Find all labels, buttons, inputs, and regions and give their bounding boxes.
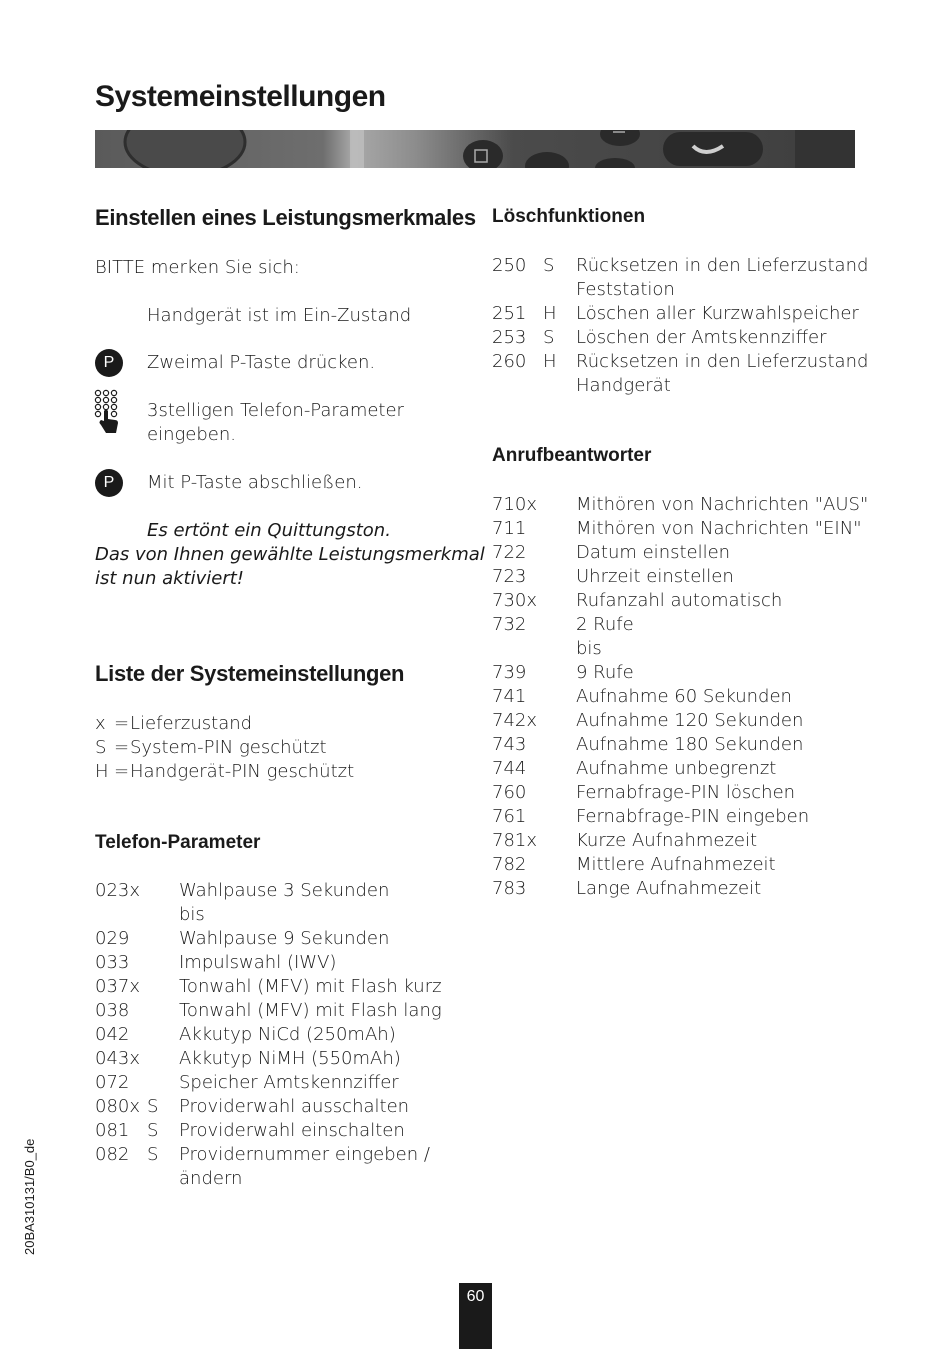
parameter-code: 742x <box>492 710 538 731</box>
table-row <box>95 1119 455 1143</box>
table-row <box>95 1167 455 1191</box>
keypad-icon <box>94 389 118 437</box>
parameter-code: 743 <box>492 734 527 755</box>
step-3-text: 3stelligen Telefon-Parameter <box>147 400 404 421</box>
parameter-code: 730x <box>492 590 538 611</box>
parameter-code: 783 <box>492 878 527 899</box>
table-row <box>492 493 872 517</box>
section-title-einstellen: Einstellen eines Leistungsmerkmales <box>95 205 476 230</box>
parameter-description: Mittlere Aufnahmezeit <box>576 854 776 875</box>
parameter-code: 043x <box>95 1048 141 1069</box>
parameter-code: 739 <box>492 662 527 683</box>
legend-equals: = <box>114 761 130 782</box>
anrufbeantworter-table <box>492 493 872 901</box>
table-row <box>492 733 872 757</box>
legend-equals: = <box>114 737 130 758</box>
parameter-description: 9 Rufe <box>576 662 634 683</box>
p-key-icon: P <box>95 469 123 497</box>
section-title-telefon-parameter: Telefon-Parameter <box>95 832 261 853</box>
table-row <box>95 1143 455 1167</box>
step-1-text: Handgerät ist im Ein-Zustand <box>147 305 412 326</box>
table-row <box>492 757 872 781</box>
parameter-description: Tonwahl (MFV) mit Flash lang <box>179 1000 442 1021</box>
parameter-code: 722 <box>492 542 527 563</box>
parameter-code: 260 <box>492 351 527 372</box>
parameter-description: ändern <box>179 1168 243 1189</box>
section-title-loeschfunktionen: Löschfunktionen <box>492 206 646 227</box>
parameter-code: 744 <box>492 758 527 779</box>
parameter-code: 760 <box>492 782 527 803</box>
parameter-description: Fernabfrage-PIN löschen <box>576 782 796 803</box>
parameter-flag: S <box>147 1144 159 1165</box>
table-row <box>492 254 872 278</box>
legend-list <box>95 712 435 784</box>
parameter-code: 723 <box>492 566 527 587</box>
table-row <box>95 999 455 1023</box>
legend-key: H <box>95 761 109 782</box>
table-row <box>492 829 872 853</box>
table-row <box>492 805 872 829</box>
parameter-description: Kurze Aufnahmezeit <box>576 830 758 851</box>
parameter-code: 038 <box>95 1000 130 1021</box>
table-row <box>95 903 455 927</box>
parameter-code: 080x <box>95 1096 141 1117</box>
parameter-code: 782 <box>492 854 527 875</box>
step-2-text: Zweimal P-Taste drücken. <box>147 352 376 373</box>
parameter-description: Feststation <box>576 279 675 300</box>
p-key-icon: P <box>95 349 123 377</box>
step-4-text: Mit P-Taste abschließen. <box>147 472 363 493</box>
parameter-description: Akkutyp NiMH (550mAh) <box>179 1048 401 1069</box>
legend-row <box>95 712 435 736</box>
parameter-description: Aufnahme 180 Sekunden <box>576 734 804 755</box>
legend-row <box>95 736 435 760</box>
legend-value: Handgerät-PIN geschützt <box>130 761 355 782</box>
parameter-description: Uhrzeit einstellen <box>576 566 734 587</box>
document-code: 20BA310131/B0_de <box>22 1138 37 1255</box>
parameter-description: Mithören von Nachrichten "EIN" <box>576 518 862 539</box>
parameter-code: 033 <box>95 952 130 973</box>
parameter-description: Aufnahme 60 Sekunden <box>576 686 792 707</box>
parameter-description: Rufanzahl automatisch <box>576 590 783 611</box>
table-row <box>95 927 455 951</box>
table-row <box>95 1047 455 1071</box>
phone-keypad-banner-image <box>95 130 855 168</box>
step-3-text-continued: eingeben. <box>147 424 236 445</box>
table-row <box>95 951 455 975</box>
parameter-description: Wahlpause 9 Sekunden <box>179 928 390 949</box>
table-row <box>492 781 872 805</box>
parameter-description: Löschen aller Kurzwahlspeicher <box>576 303 859 324</box>
table-row <box>95 879 455 903</box>
legend-key: x <box>95 713 106 734</box>
telefon-parameter-table <box>95 879 455 1191</box>
parameter-code: 761 <box>492 806 527 827</box>
parameter-description: Aufnahme unbegrenzt <box>576 758 777 779</box>
parameter-flag: S <box>147 1120 159 1141</box>
parameter-description: Wahlpause 3 Sekunden <box>179 880 390 901</box>
table-row <box>95 975 455 999</box>
parameter-code: 029 <box>95 928 130 949</box>
parameter-description: bis <box>179 904 205 925</box>
parameter-code: 082 <box>95 1144 130 1165</box>
parameter-description: Aufnahme 120 Sekunden <box>576 710 804 731</box>
table-row <box>95 1095 455 1119</box>
parameter-description: Providerwahl ausschalten <box>179 1096 410 1117</box>
table-row <box>492 350 872 374</box>
section-title-anrufbeantworter: Anrufbeantworter <box>492 445 652 466</box>
parameter-description: Rücksetzen in den Lieferzustand <box>576 255 869 276</box>
table-row <box>492 709 872 733</box>
legend-row <box>95 760 435 784</box>
parameter-flag: S <box>543 255 555 276</box>
note-line-3: ist nun aktiviert! <box>95 568 245 589</box>
parameter-description: Datum einstellen <box>576 542 731 563</box>
parameter-code: 253 <box>492 327 527 348</box>
parameter-description: Speicher Amtskennziffer <box>179 1072 399 1093</box>
parameter-description: Providerwahl einschalten <box>179 1120 405 1141</box>
table-row <box>492 853 872 877</box>
table-row <box>492 541 872 565</box>
parameter-code: 081 <box>95 1120 130 1141</box>
table-row <box>492 565 872 589</box>
parameter-description: Löschen der Amtskennziffer <box>576 327 827 348</box>
parameter-code: 072 <box>95 1072 130 1093</box>
page-number: 60 <box>459 1283 492 1349</box>
parameter-code: 250 <box>492 255 527 276</box>
table-row <box>492 637 872 661</box>
table-row <box>492 589 872 613</box>
legend-equals: = <box>114 713 130 734</box>
parameter-description: Fernabfrage-PIN eingeben <box>576 806 810 827</box>
parameter-description: Akkutyp NiCd (250mAh) <box>179 1024 396 1045</box>
table-row <box>492 661 872 685</box>
parameter-code: 732 <box>492 614 527 635</box>
parameter-description: 2 Rufe <box>576 614 634 635</box>
parameter-flag: H <box>543 351 557 372</box>
parameter-code: 042 <box>95 1024 130 1045</box>
table-row <box>492 613 872 637</box>
table-row <box>492 517 872 541</box>
parameter-description: Lange Aufnahmezeit <box>576 878 762 899</box>
parameter-code: 251 <box>492 303 527 324</box>
table-row <box>95 1023 455 1047</box>
table-row <box>95 1071 455 1095</box>
parameter-description: Impulswahl (IWV) <box>179 952 337 973</box>
note-line-1: Es ertönt ein Quittungston. <box>147 520 391 541</box>
table-row <box>492 374 872 398</box>
parameter-description: Providernummer eingeben / <box>179 1144 430 1165</box>
parameter-description: bis <box>576 638 602 659</box>
table-row <box>492 326 872 350</box>
parameter-flag: S <box>543 327 555 348</box>
parameter-code: 781x <box>492 830 538 851</box>
table-row <box>492 302 872 326</box>
parameter-code: 037x <box>95 976 141 997</box>
legend-key: S <box>95 737 107 758</box>
parameter-flag: S <box>147 1096 159 1117</box>
parameter-code: 711 <box>492 518 527 539</box>
parameter-description: Mithören von Nachrichten "AUS" <box>576 494 869 515</box>
intro-text: BITTE merken Sie sich: <box>95 257 300 278</box>
parameter-code: 710x <box>492 494 538 515</box>
table-row <box>492 278 872 302</box>
table-row <box>492 685 872 709</box>
parameter-code: 023x <box>95 880 141 901</box>
loeschfunktionen-table <box>492 254 872 398</box>
parameter-description: Rücksetzen in den Lieferzustand <box>576 351 869 372</box>
legend-value: Lieferzustand <box>130 713 253 734</box>
section-title-liste: Liste der Systemeinstellungen <box>95 661 405 686</box>
parameter-flag: H <box>543 303 557 324</box>
parameter-description: Handgerät <box>576 375 671 396</box>
legend-value: System-PIN geschützt <box>130 737 327 758</box>
page-title: Systemeinstellungen <box>95 80 386 113</box>
parameter-code: 741 <box>492 686 527 707</box>
note-line-2: Das von Ihnen gewählte Leistungsmerkmal <box>95 544 485 565</box>
table-row <box>492 877 872 901</box>
parameter-description: Tonwahl (MFV) mit Flash kurz <box>179 976 442 997</box>
